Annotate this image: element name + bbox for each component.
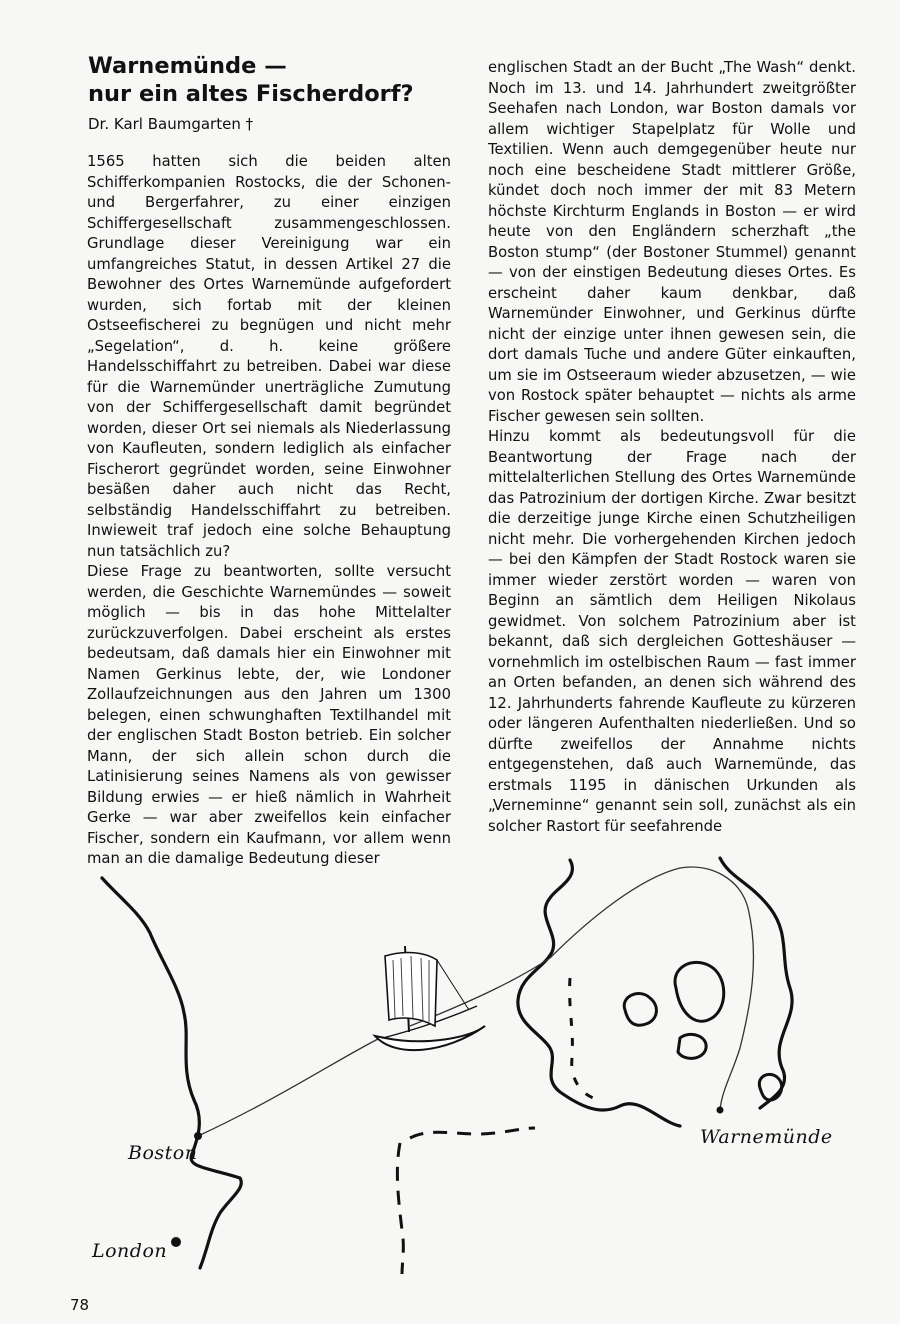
- london-marker: [171, 1237, 181, 1247]
- article-title: [88, 52, 448, 108]
- author-byline: Dr. Karl Baumgarten †: [88, 115, 254, 133]
- dashed-border-inland: [570, 978, 600, 1100]
- dashed-coast-south: [397, 1128, 535, 1274]
- paragraph: 1565 hatten sich die beiden alten Schifferkompanien Rostocks, die der Schonen- und Bergerfahrer, zu einer einzigen Schiffergesellschaft zusammengeschlossen. Grundlage dieser Vereinigung war ein umfangreiches Statut, in dessen Artikel 27 die Bewohner des Ortes Warnemünde aufgefordert wurden, sich fortab mit der kleinen Ostseefischerei zu begnügen und nicht mehr „Segelation“, d. h. keine größere Handelsschiffahrt zu betreiben. Dabei war diese für die Warnemünder unerträgliche Zumutung von der Schiffergesellschaft damit begründet worden, dieser Ort sei niemals als Niederlassung von Kaufleuten, sondern lediglich als einfacher Fischerort gegründet worden, seine Einwohner besäßen daher auch nicht das Recht, selbständig Handelsschiffahrt zu betreiben. Inwieweit traf jedoch eine solche Behauptung nun tatsächlich zu?: [87, 153, 451, 560]
- map-label-boston: Boston: [128, 1142, 198, 1164]
- cog-ship-drawing: [375, 946, 485, 1050]
- island-funen: [624, 994, 656, 1026]
- island-lolland: [678, 1034, 706, 1058]
- warnemuende-marker: [717, 1107, 724, 1114]
- text-column-left: [87, 152, 451, 870]
- paragraph: englischen Stadt an der Bucht „The Wash“ denkt. Noch im 13. und 14. Jahrhundert zweitgrößter Seehafen nach London, war Boston damals vor allem wichtiger Stapelplatz für Wolle und Textilien. Wenn auch demgegenüber heute nur noch eine bescheidene Stadt mittlerer Größe, kündet doch noch immer der mit 83 Metern höchste Kirchturm Englands in Boston — er wird heute von den Engländern scherzhaft „the Boston stump“ (der Bostoner Stummel) genannt — von der einstigen Bedeutung dieses Ortes. Es erscheint daher kaum denkbar, daß Warnemünder Einwohner, und Gerkinus dürfte nicht der einzige unter ihnen gewesen sein, die dort damals Tuche und andere Güter einkauften, um sie im Ostseeraum wieder abzusetzen, — wie von Rostock später behauptet — nichts als arme Fischer gewesen sein sollten.: [488, 59, 856, 425]
- continent-coastline: [518, 860, 680, 1126]
- island-ruegen: [759, 1074, 781, 1100]
- title-line-1: Warnemünde —: [88, 53, 287, 79]
- paragraph: Diese Frage zu beantworten, sollte versucht werden, die Geschichte Warnemündes — soweit möglich — bis in das hohe Mittelalter zurückzuverfolgen. Dabei erscheint als erstes bedeutsam, daß damals hier ein Einwohner mit Namen Gerkinus lebte, der, wie Londoner Zollaufzeichnungen aus den Jahren um 1300 belegen, einen schwunghaften Textilhandel mit der englischen Stadt Boston betrieb. Ein solcher Mann, der sich allein schon durch die Latinisierung seines Namens als von gewisser Bildung erwies — er hieß nämlich in Wahrheit Gerke — war aber zweifellos kein einfacher Fischer, sondern ein Kaufmann, vor allem wenn man an die damalige Bedeutung dieser: [87, 563, 451, 867]
- paragraph: Hinzu kommt als bedeutungsvoll für die Beantwortung der Frage nach der mittelalterlichen Stellung des Ortes Warnemünde das Patrozinium der dortigen Kirche. Zwar besitzt die derzeitige junge Kirche einen Schutzheiligen nicht mehr. Die vorhergehenden Kirchen jedoch — bei den Kämpfen der Stadt Rostock waren sie immer wieder zerstört worden — waren von Beginn an sämtlich dem Heiligen Nikolaus gewidmet. Von solchem Patrozinium aber ist bekannt, daß sich dergleichen Gotteshäuser — vornehmlich im ostelbischen Raum — fast immer an Orten befanden, an denen sich während des 12. Jahrhunderts fahrende Kaufleute zu kürzeren oder längeren Aufenthalten niederließen. Und so dürfte zweifellos der Annahme nichts entgegenstehen, daß auch Warnemünde, das erstmals 1195 in dänischen Urkunden als „Verneminne“ genannt sein soll, zunächst als ein solcher Rastort für seefahrende: [488, 428, 856, 835]
- jutland-coastline: [720, 858, 792, 1108]
- trade-route-line: [198, 867, 753, 1136]
- island-zealand: [675, 962, 724, 1021]
- page-number: 78: [70, 1296, 90, 1314]
- route-map-illustration: [80, 838, 880, 1278]
- text-column-right: [488, 58, 856, 837]
- map-label-warnemuende: Warnemünde: [700, 1126, 833, 1148]
- boston-marker: [194, 1132, 202, 1140]
- title-line-2: nur ein altes Fischerdorf?: [88, 81, 414, 107]
- england-coastline: [102, 878, 241, 1268]
- map-label-london: London: [92, 1240, 168, 1262]
